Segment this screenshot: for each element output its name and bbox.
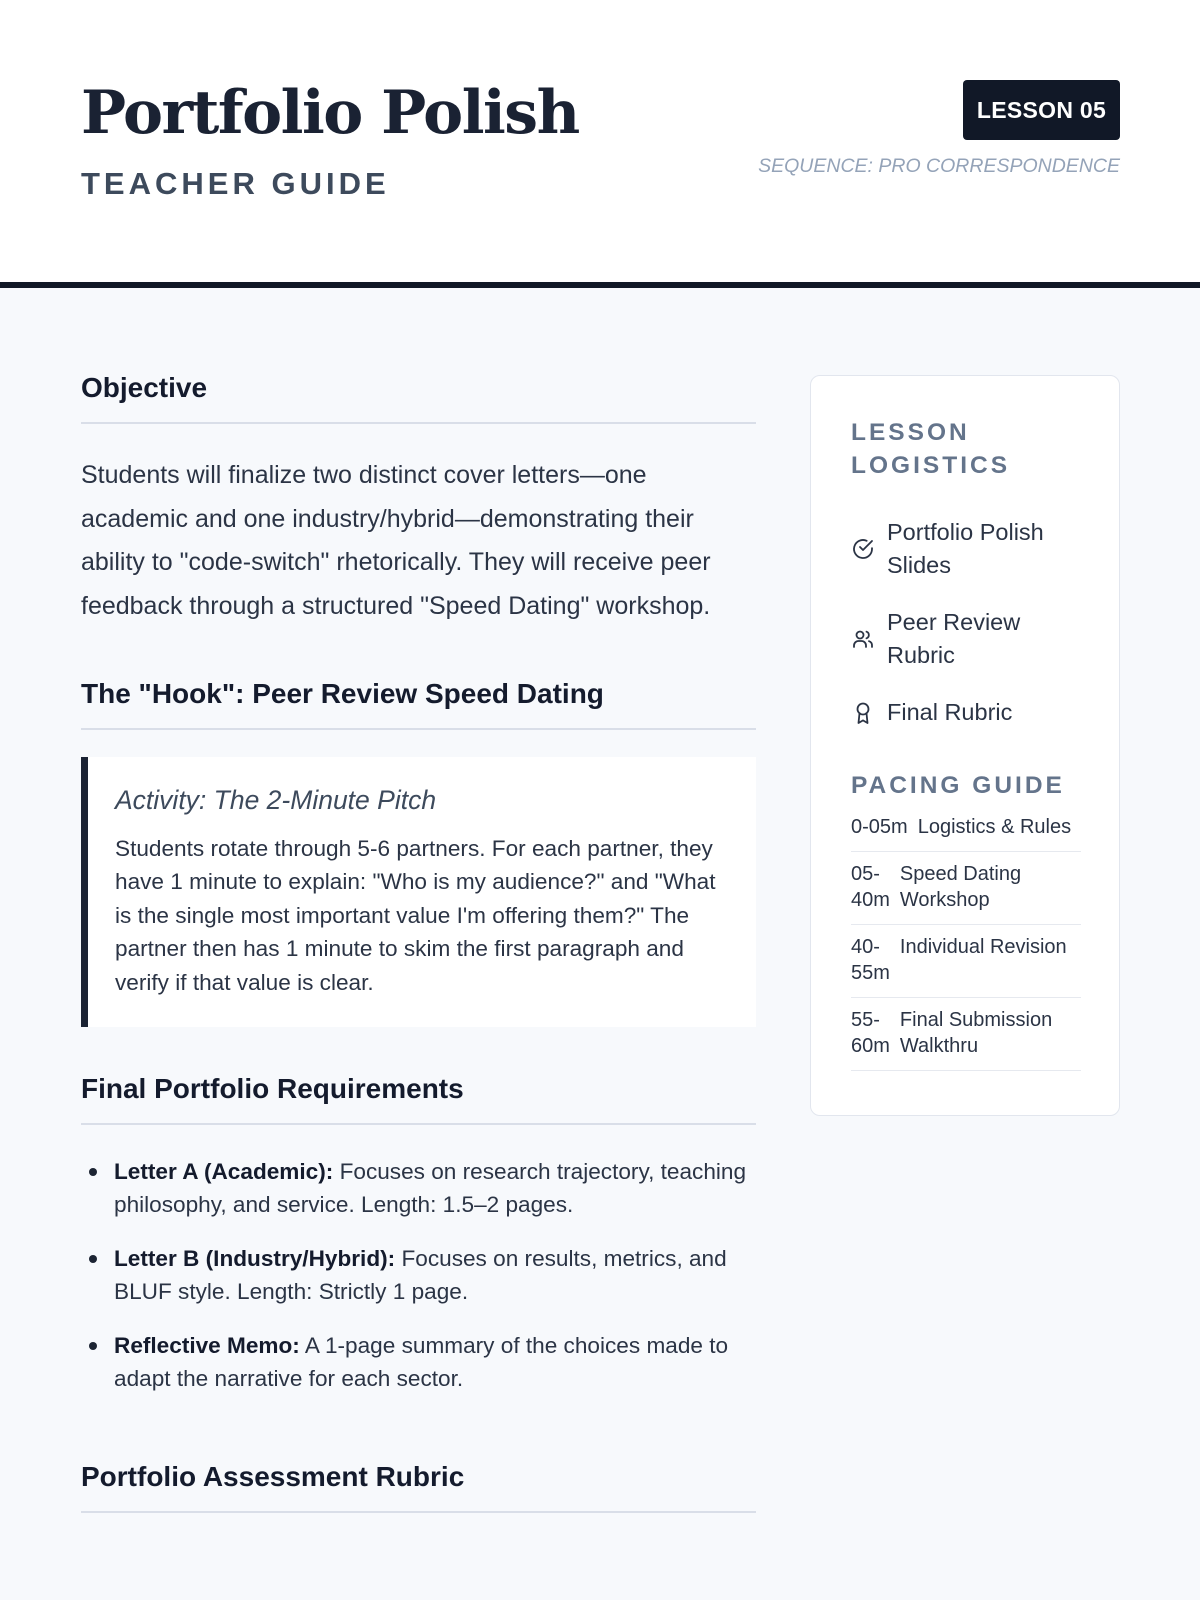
pacing-time-line: 55- — [851, 1008, 880, 1031]
list-item-text: A 1-page summary of the choices made to adapt the narrative for each sector. — [114, 1332, 729, 1392]
objective-text: Students will finalize two distinct cover letters—one academic and one industry/hybrid—demonstrating their ability to "code-switch" rhetorically. They will receive peer feedback through a structured "Speed Dating" workshop. — [81, 461, 711, 620]
pacing-time-line: 0-05m — [851, 816, 908, 838]
sidebar-card — [810, 375, 1120, 1116]
list-item-text: Focuses on research trajectory, teaching philosophy, and service. Length: 1.5–2 pages. — [114, 1159, 747, 1218]
page-header — [0, 0, 1200, 288]
pacing-time — [851, 934, 890, 987]
pacing-activity: Logistics & Rules — [917, 816, 1072, 838]
logistics-heading-line: LESSON — [851, 419, 970, 446]
requirements-heading: Final Portfolio Requirements — [81, 1073, 756, 1125]
pacing-time-line: 40m — [851, 889, 890, 911]
list-item-label: Reflective Memo: — [114, 1332, 300, 1358]
sequence-label: SEQUENCE: PRO CORRESPONDENCE — [758, 155, 1120, 177]
lesson-badge: LESSON 05 — [963, 80, 1120, 140]
check-circle-icon — [851, 537, 875, 561]
logistics-heading-line: LOGISTICS — [851, 452, 1011, 479]
activity-text: Students rotate through 5-6 partners. For each partner, they have 1 minute to explain: "Who is my audience?" and "What is the single most important value I'm offering them?" The partner then has 1 minute to skim the first paragraph and verify if that value is clear. — [115, 836, 716, 995]
pacing-time — [851, 1007, 890, 1060]
pacing-activity: Individual Revision — [899, 935, 1067, 958]
logistics-item-peer-rubric[interactable] — [851, 606, 1079, 672]
objective-heading: Objective — [81, 372, 756, 424]
logistics-item-slides[interactable] — [851, 516, 1079, 582]
pacing-time-line: 05- — [851, 862, 880, 885]
list-item — [81, 1242, 756, 1309]
list-item — [81, 1329, 756, 1396]
list-item-label: Letter B (Industry/Hybrid): — [114, 1245, 396, 1271]
pacing-time-line: 40- — [851, 935, 880, 958]
logistics-list — [851, 516, 1079, 729]
hook-heading: The "Hook": Peer Review Speed Dating — [81, 678, 756, 730]
activity-title: Activity: The 2-Minute Pitch — [115, 785, 437, 815]
logistics-heading — [851, 416, 1079, 482]
pacing-time — [851, 814, 908, 841]
requirements-list — [81, 1155, 756, 1395]
pacing-time-line: 55m — [851, 962, 890, 984]
rubric-heading: Portfolio Assessment Rubric — [81, 1461, 756, 1513]
pacing-row — [851, 852, 1081, 925]
pacing-time — [851, 861, 890, 914]
pacing-row — [851, 998, 1081, 1071]
pacing-time-line: 60m — [851, 1035, 890, 1057]
pacing-heading: PACING GUIDE — [851, 772, 1065, 799]
logistics-item-final-rubric[interactable] — [851, 696, 1079, 729]
users-icon — [851, 627, 875, 651]
pacing-row — [851, 814, 1081, 852]
pacing-activity: Final Submission Walkthru — [899, 1008, 1053, 1057]
pacing-row — [851, 925, 1081, 998]
logistics-item-label: Peer Review Rubric — [887, 609, 1021, 668]
logistics-item-label: Portfolio Polish Slides — [887, 519, 1044, 578]
page-subtitle: TEACHER GUIDE — [81, 166, 390, 201]
list-item-text: Focuses on results, metrics, and BLUF style. Length: Strictly 1 page. — [114, 1245, 727, 1305]
list-item — [81, 1155, 756, 1222]
pacing-activity: Speed Dating Workshop — [899, 862, 1022, 911]
main-content — [81, 372, 756, 1513]
pacing-list — [851, 814, 1081, 1071]
logistics-item-label: Final Rubric — [887, 699, 1013, 725]
page-title: Portfolio Polish — [81, 78, 579, 148]
activity-callout — [81, 757, 756, 1027]
list-item-label: Letter A (Academic): — [114, 1159, 334, 1185]
award-icon — [851, 701, 875, 725]
